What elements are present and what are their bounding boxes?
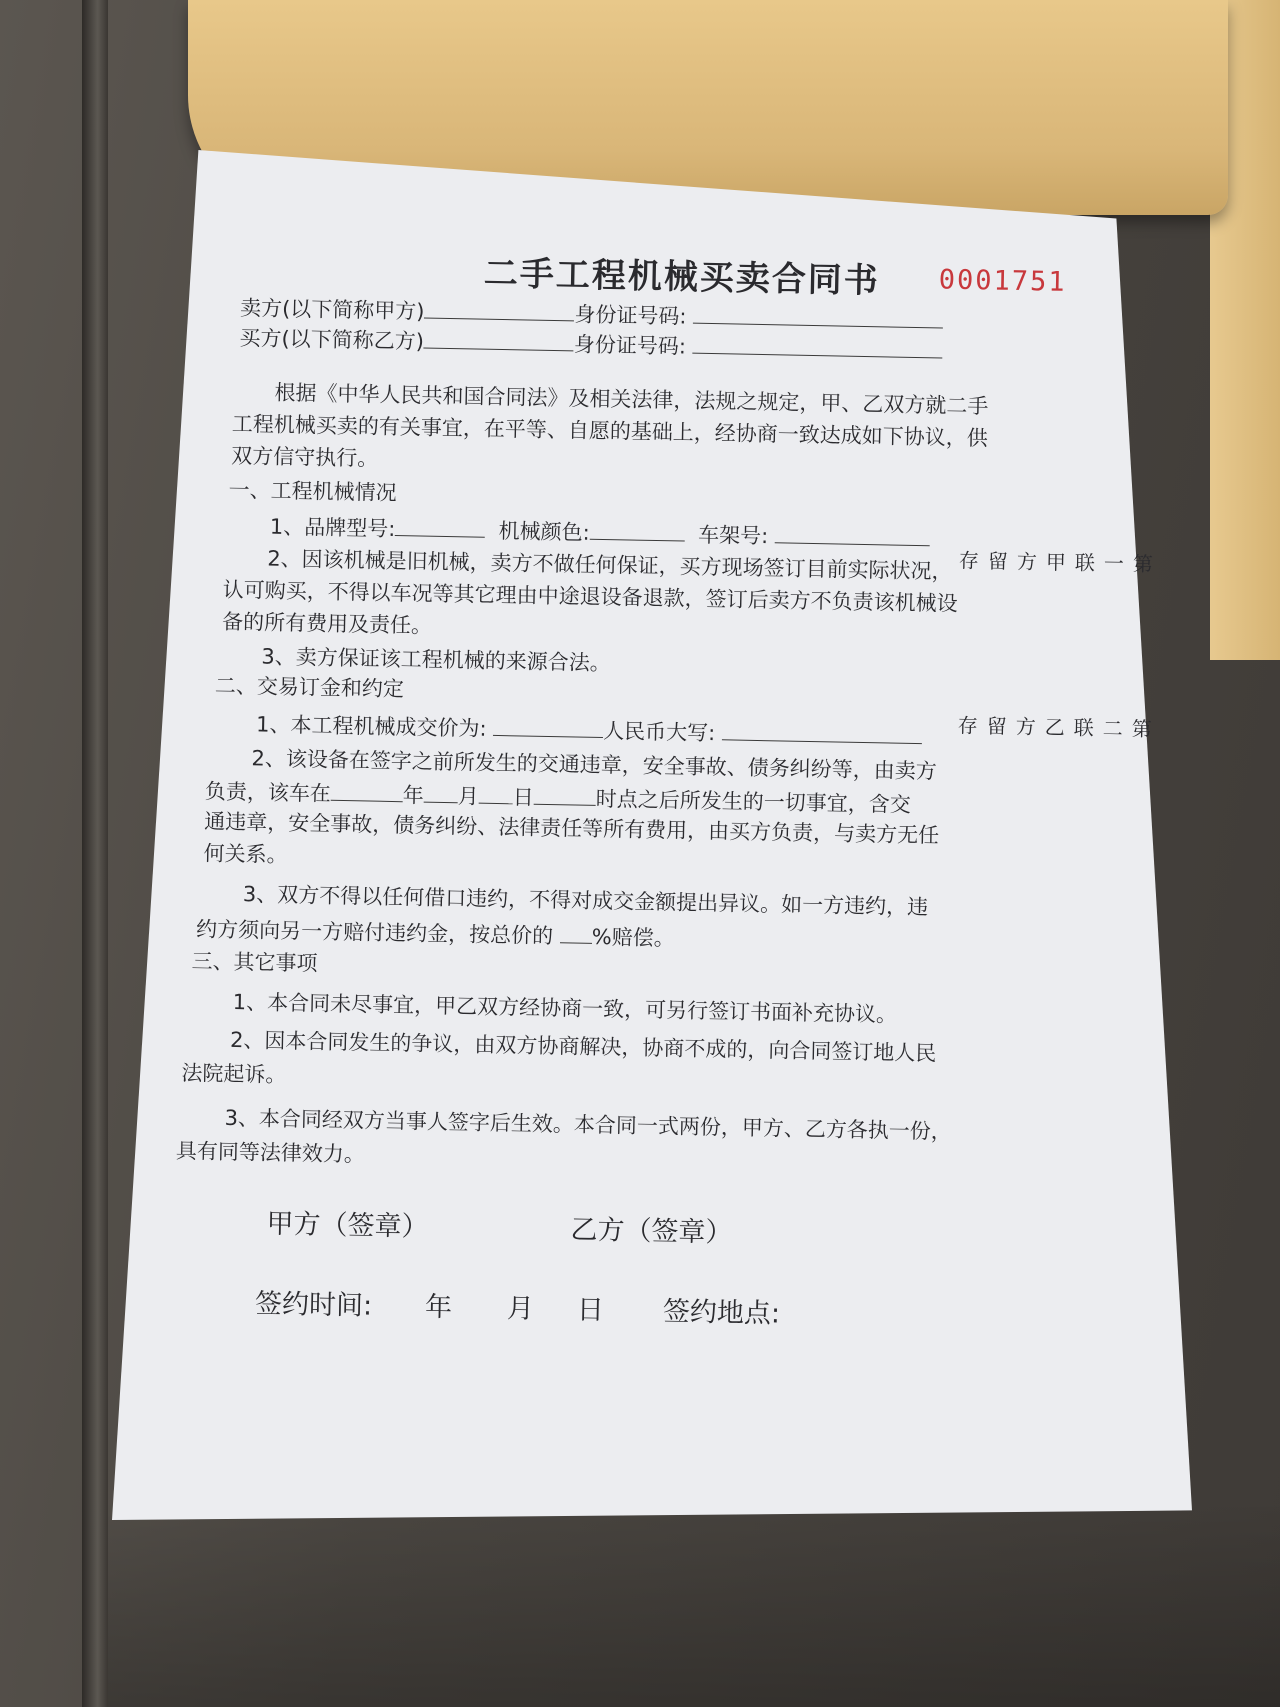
serial-number: 0001751 xyxy=(938,264,1067,298)
section3-item1: 1、本合同未尽事宜，甲乙双方经协商一致，可另行签订书面补充协议。 xyxy=(232,989,898,1027)
seller-id-blank xyxy=(693,302,943,329)
copy-note-first: 第一联甲方留存 xyxy=(955,549,1154,576)
vehicle-hour-blank xyxy=(534,783,596,806)
month-label: 月 xyxy=(457,784,480,809)
vehicle-day-blank xyxy=(479,782,513,805)
year-label: 年 xyxy=(402,783,425,808)
section-heading: 三、其它事项 xyxy=(191,949,318,976)
penalty-percent-blank xyxy=(560,921,592,944)
penalty-outro: %赔偿。 xyxy=(591,924,675,951)
preamble-line: 根据《中华人民共和国合同法》及相关法律，法规之规定，甲、乙双方就二手 xyxy=(274,380,989,419)
rmb-uppercase-blank xyxy=(722,718,922,744)
contract-title: 二手工程机械买卖合同书 xyxy=(483,253,881,302)
vehicle-date-outro: 时点之后所发生的一切事宜，含交 xyxy=(595,786,911,817)
party-b-signature: 乙方（签章） xyxy=(570,1214,733,1249)
vehicle-month-blank xyxy=(424,781,458,804)
section2-item2-line: 2、该设备在签字之前所发生的交通违章，安全事故、债务纠纷等，由卖方 xyxy=(251,746,937,784)
signing-place-label: 签约地点: xyxy=(662,1296,781,1330)
section2-item2-line: 何关系。 xyxy=(203,841,288,867)
vehicle-date-intro: 负责，该车在 xyxy=(204,779,332,806)
section3-item3-line: 具有同等法律效力。 xyxy=(175,1138,366,1167)
copy-note-second: 第二联乙方留存 xyxy=(954,714,1153,741)
clipboard-edge xyxy=(82,0,108,1707)
desk-shadow xyxy=(108,1500,1280,1707)
deal-price-label: 1、本工程机械成交价为: xyxy=(255,712,487,741)
party-a-signature: 甲方（签章） xyxy=(266,1208,429,1243)
buyer-label: 买方(以下简称乙方) xyxy=(239,325,425,354)
brand-model-label: 1、品牌型号: xyxy=(269,514,396,541)
vehicle-year-blank xyxy=(331,779,403,802)
rmb-uppercase-label: 人民币大写: xyxy=(602,719,716,746)
section2-item2-line: 通违章，安全事故，债务纠纷、法律责任等所有费用，由买方负责，与卖方无任 xyxy=(204,809,940,848)
penalty-intro: 约方须向另一方赔付违约金，按总价的 xyxy=(195,917,554,949)
section3-item3-line: 3、本合同经双方当事人签字后生效。本合同一式两份，甲方、乙方各执一份， xyxy=(224,1105,953,1144)
section1-item2-line: 2、因该机械是旧机械，卖方不做任何保证，买方现场签订目前实际状况， xyxy=(267,546,953,584)
frame-number-label: 车架号: xyxy=(697,522,769,549)
seller-name-blank xyxy=(424,297,574,322)
seller-id-label: 身份证号码: xyxy=(574,302,687,329)
preamble-line: 工程机械买卖的有关事宜，在平等、自愿的基础上，经协商一致达成如下协议，供 xyxy=(231,411,988,451)
buyer-id-blank xyxy=(692,332,942,359)
buyer-name-blank xyxy=(424,327,574,352)
frame-number-blank xyxy=(775,521,930,546)
section1-item2-line: 认可购买，不得以车况等其它理由中途退设备退款，签订后卖方不负责该机械设 xyxy=(222,577,958,616)
buyer-id-label: 身份证号码: xyxy=(573,332,687,359)
brand-model-blank xyxy=(395,514,485,538)
machine-color-label: 机械颜色: xyxy=(498,518,590,545)
machine-color-blank xyxy=(590,518,685,542)
section-heading: 二、交易订金和约定 xyxy=(214,673,405,702)
preamble-line: 双方信守执行。 xyxy=(231,443,379,471)
section-heading: 一、工程机械情况 xyxy=(228,477,397,506)
section1-item3: 3、卖方保证该工程机械的来源合法。 xyxy=(261,644,611,676)
deal-price-blank xyxy=(493,714,603,738)
seller-label: 卖方(以下简称甲方) xyxy=(239,295,425,324)
section3-item2-line: 2、因本合同发生的争议，由双方协商解决，协商不成的，向合同签订地人民 xyxy=(229,1027,937,1066)
day-label: 日 xyxy=(512,785,535,810)
signing-year-label: 年 xyxy=(424,1291,453,1324)
section2-item3-line: 3、双方不得以任何借口违约，不得对成交金额提出异议。如一方违约，违 xyxy=(242,882,929,920)
section3-item2-line: 法院起诉。 xyxy=(181,1060,287,1088)
signing-month-label: 月 xyxy=(506,1293,535,1325)
section1-item2-line: 备的所有费用及责任。 xyxy=(221,609,433,638)
signing-date-label: 签约时间: xyxy=(254,1288,373,1322)
signing-day-label: 日 xyxy=(576,1294,605,1327)
